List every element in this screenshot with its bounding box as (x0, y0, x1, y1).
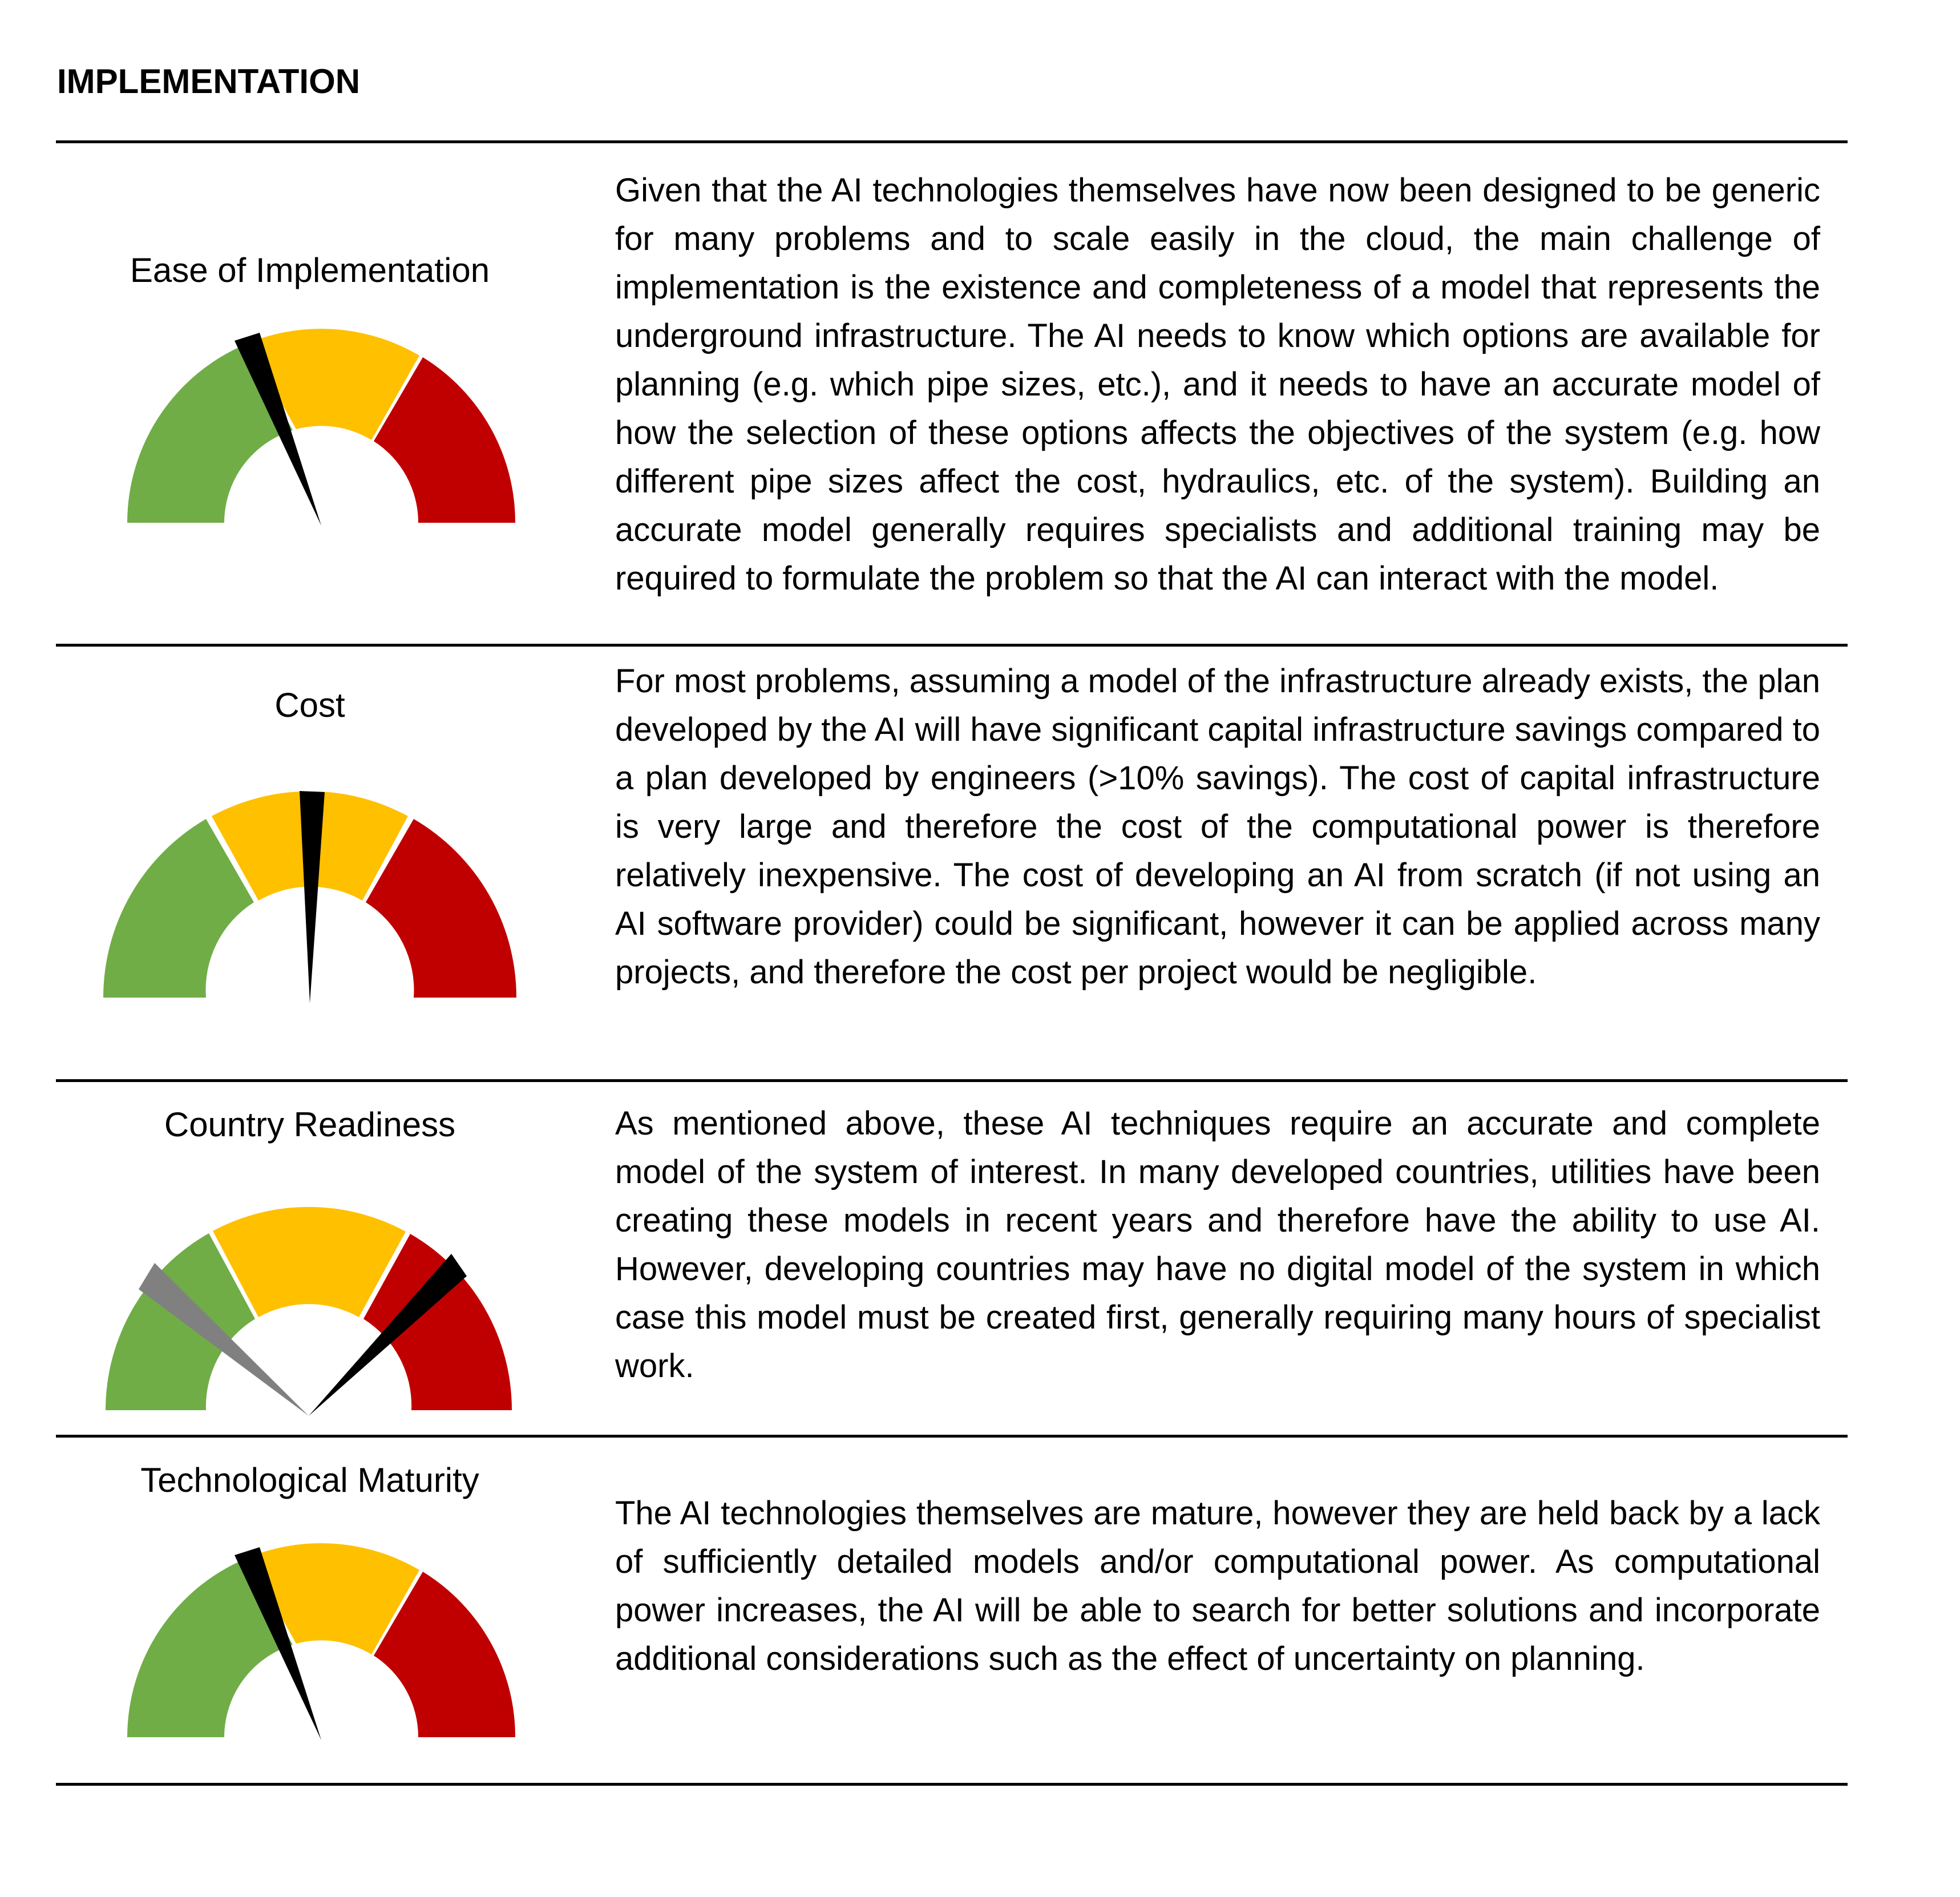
gauge-chart (99, 784, 521, 1006)
implementation-table (56, 140, 1848, 1786)
rating-label: Ease of Implementation (130, 251, 490, 289)
rating-label: Technological Maturity (140, 1461, 479, 1499)
description-text: Given that the AI technologies themselves have now been designed to be generic for many problems and to scale easily in the cloud, the main challenge of implementation is the existence and completeness of a model that represents the underground infrastructure. The AI needs to know which options are available for planning (e.g. which pipe sizes, etc.), and it needs to have an accurate model of how the selection of these options affects the objectives of the system (e.g. how different pipe sizes affect the cost, hydraulics, etc. of the system). Building an accurate model generally requires specialists and additional training may be required to formulate the problem so that the AI can interact with the model. (615, 172, 1820, 597)
table-row (56, 644, 1848, 1079)
description-text: The AI technologies themselves are mature, however they are held back by a lack of sufficiently detailed models and/or computational power. As computational power increases, the AI will be able to search for better solutions and incorporate additional considerations such as the effect of uncertainty on planning. (615, 1495, 1820, 1677)
gauge-chart (124, 1540, 518, 1740)
section-heading: IMPLEMENTATION (57, 62, 361, 100)
rating-cell (56, 1438, 564, 1783)
rating-cell (56, 143, 564, 644)
rating-cell (56, 647, 564, 1079)
gauge-needle-icon (300, 791, 325, 1003)
description-cell (615, 647, 1848, 1079)
description-text: For most problems, assuming a model of the infrastructure already exists, the plan developed by the AI will have significant capital infrastructure savings compared to a plan developed by engineers (>10% savings). The cost of capital infrastructure is very large and therefore the cost of the computational power is therefore relatively inexpensive. The cost of developing an AI from scratch (if not using an AI software provider) could be significant, however it can be applied across many projects, and therefore the cost per project would be negligible. (615, 663, 1820, 991)
rating-label: Country Readiness (164, 1105, 456, 1144)
description-text: As mentioned above, these AI techniques require an accurate and complete model of the system of interest. In many developed countries, utilities have been creating these models in recent years and therefore have the ability to use AI. However, developing countries may have no digital model of the system in which case this model must be created first, generally requiring many hours of specialist work. (615, 1105, 1820, 1385)
table-row (56, 1435, 1848, 1786)
rating-label: Cost (274, 686, 345, 724)
table-row (56, 140, 1848, 644)
description-cell (615, 1438, 1848, 1783)
description-cell (615, 1082, 1848, 1435)
rating-cell (56, 1082, 564, 1435)
gauge-chart (100, 1196, 517, 1419)
description-cell (615, 143, 1848, 644)
gauge-chart (124, 326, 518, 526)
table-row (56, 1079, 1848, 1435)
